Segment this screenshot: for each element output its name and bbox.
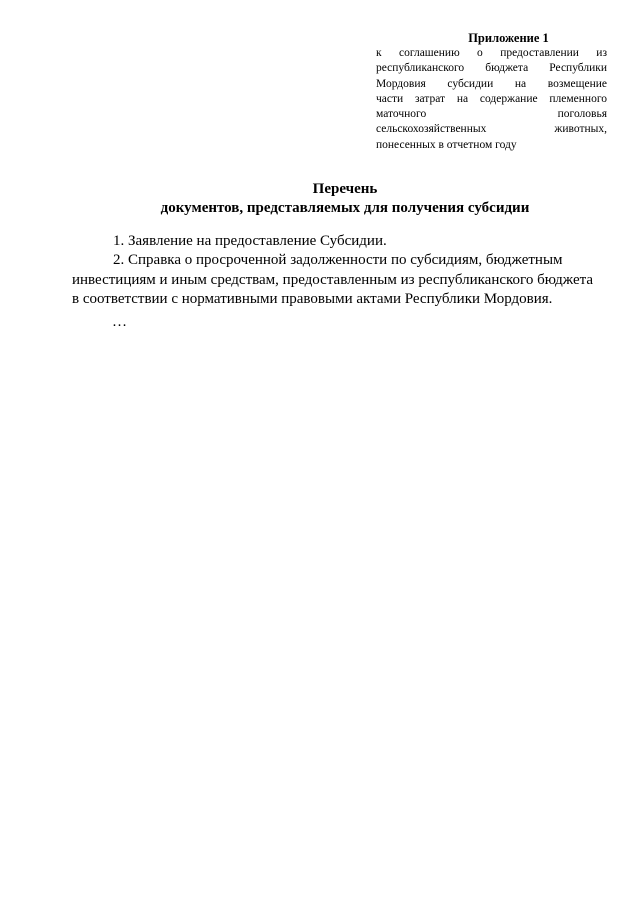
appendix-line: республиканского бюджета Республики (376, 62, 607, 75)
appendix-line: понесенных в отчетном году (376, 138, 517, 151)
appendix-line: части затрат на содержание племенного (376, 92, 607, 105)
list-item-2 (72, 251, 600, 310)
appendix-subtitle (376, 46, 607, 153)
list-item-2-line: в соответствии с нормативными правовыми актами Республики Мордовия. (72, 291, 553, 307)
list-item-2-line: 2. Справка о просроченной задолженности по субсидиям, бюджетным (113, 252, 563, 268)
appendix-line: сельскохозяйственных животных, (376, 123, 607, 136)
list-item-1: 1. Заявление на предоставление Субсидии. (113, 233, 387, 249)
ellipsis: … (112, 314, 127, 330)
appendix-line: Мордовия субсидии на возмещение (376, 77, 607, 90)
appendix-line: маточного поголовья (376, 108, 607, 121)
appendix-line: к соглашению о предоставлении из (376, 47, 607, 59)
appendix-block (376, 30, 607, 153)
document-subtitle: документов, представляемых для получения субсидии (160, 200, 530, 216)
document-title: Перечень (312, 181, 378, 197)
appendix-title: Приложение 1 (468, 31, 549, 45)
list-item-2-line: инвестициям и иным средствам, предоставленным из республиканского бюджета (72, 271, 593, 288)
